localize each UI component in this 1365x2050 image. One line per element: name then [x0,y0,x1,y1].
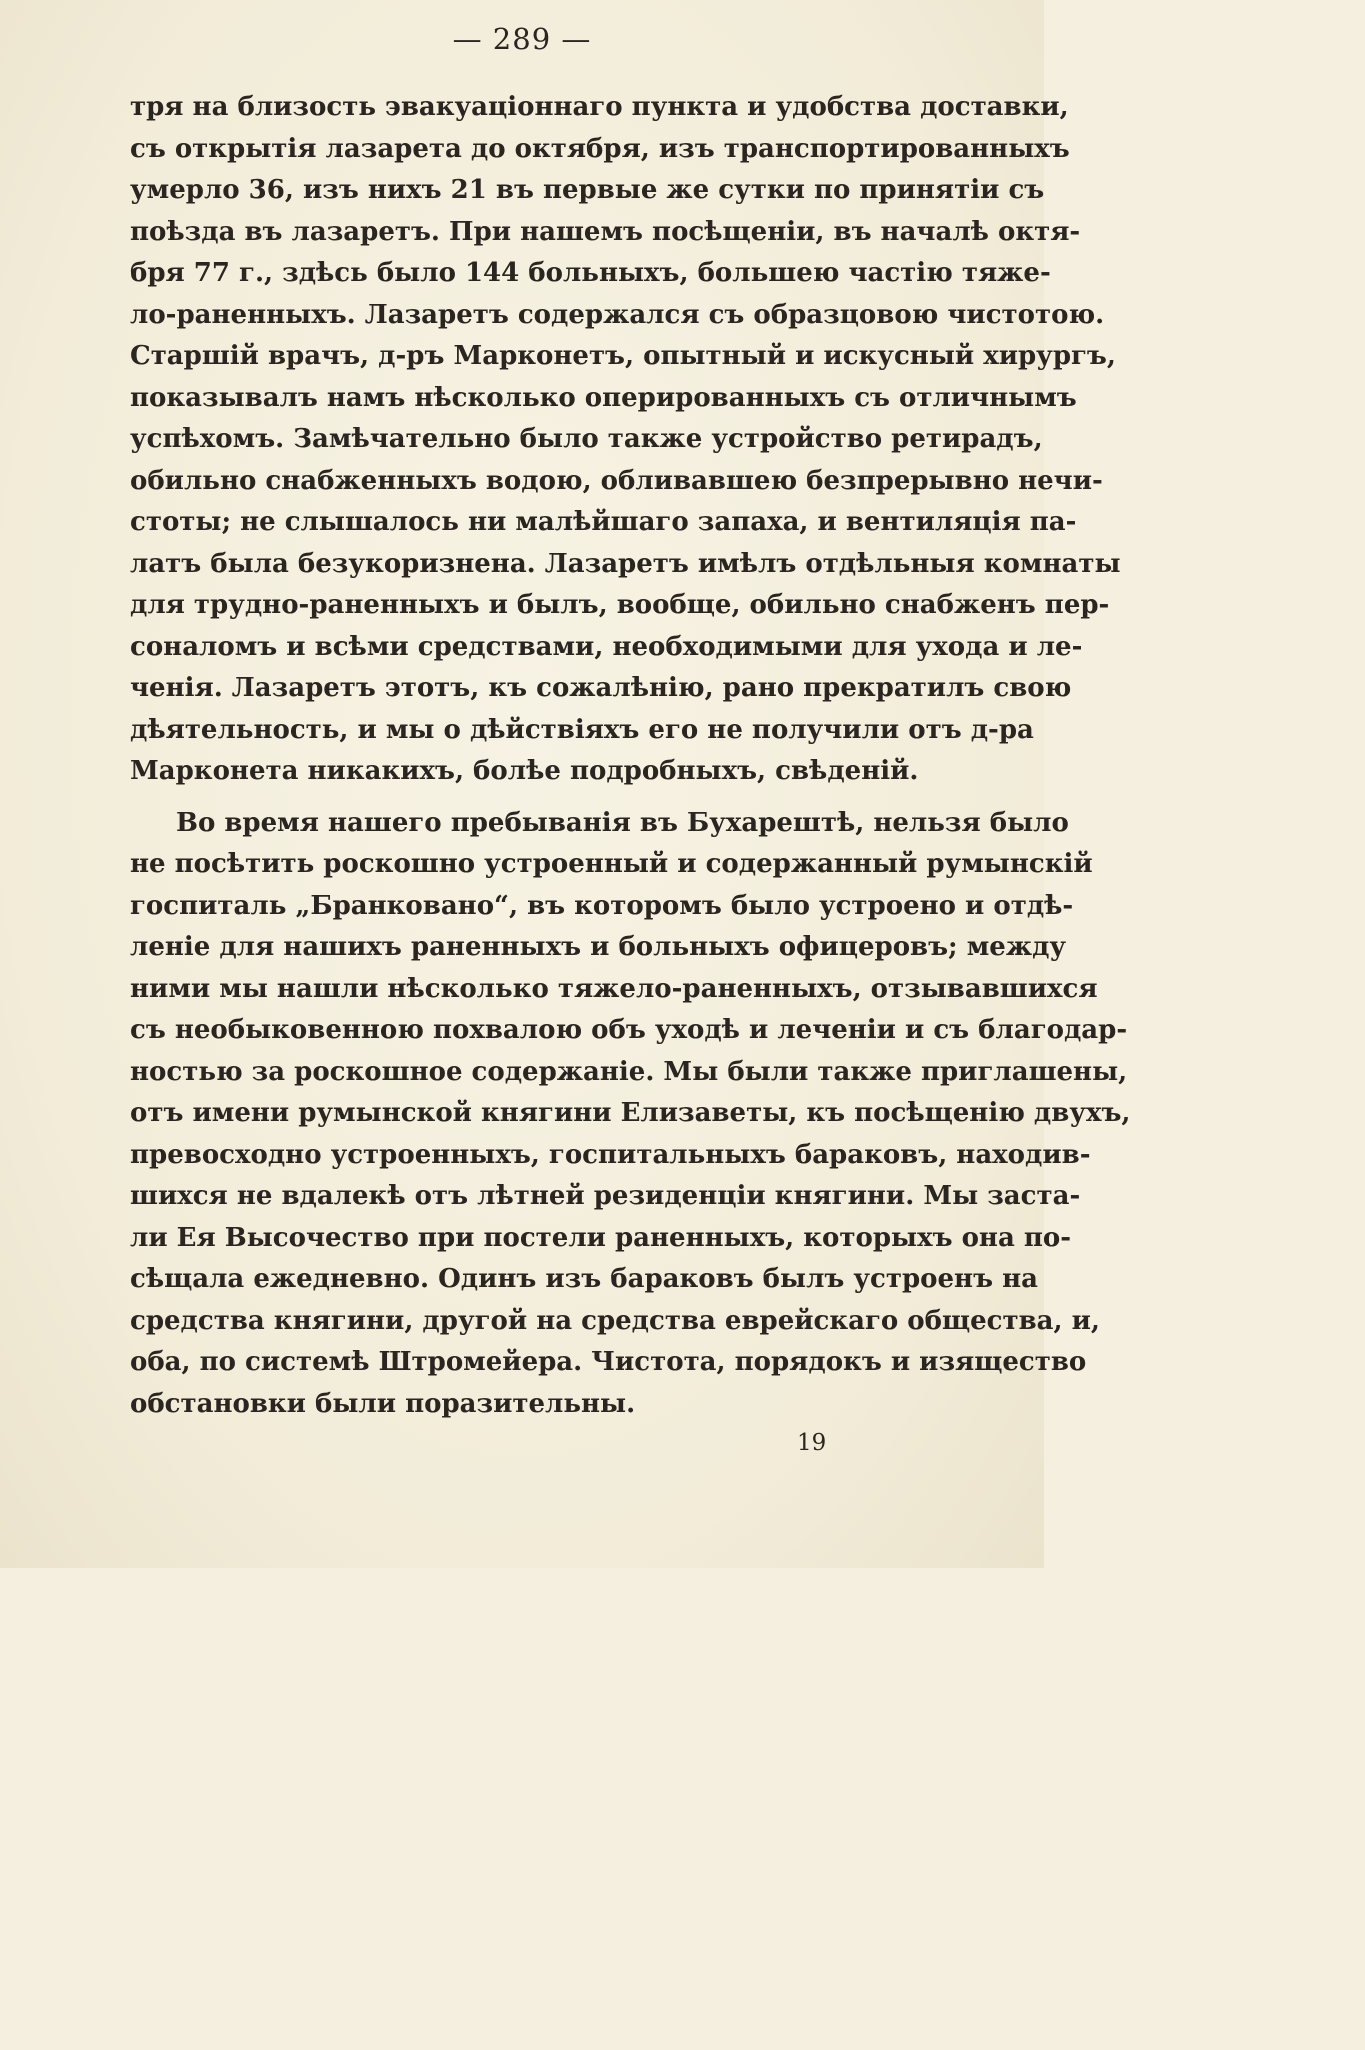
text-line: дѣятельность, и мы о дѣйствіяхъ его не получили отъ д-ра [130,714,1034,745]
body-text [130,87,1131,1425]
text-line: тря на близость эвакуаціоннаго пункта и удобства доставки, [130,92,1069,122]
text-line: показывалъ намъ нѣсколько оперированныхъ съ отличнымъ [130,382,1077,413]
text-line: успѣхомъ. Замѣчательно было также устройство ретирадъ, [130,424,1043,454]
signature-mark: 19 [797,1430,827,1456]
text-line: Марконета никакихъ, болѣе подробныхъ, свѣденій. [130,756,919,786]
text-line: бря 77 г., здѣсь было 144 больныхъ, большею частію тяже- [130,258,1051,288]
text-line: ними мы нашли нѣсколько тяжело-раненныхъ, отзывавшихся [130,973,1098,1004]
text-line: госпиталь „Бранковано“, въ которомъ было устроено и отдѣ- [130,890,1074,921]
text-line: латъ была безукоризнена. Лазаретъ имѣлъ отдѣльныя комнаты [130,548,1121,579]
text-line: оба, по системѣ Штромейера. Чистота, порядокъ и изящество [130,1347,1087,1377]
text-line: сѣщала ежедневно. Одинъ изъ бараковъ былъ устроенъ на [130,1264,1038,1294]
text-line: леніе для нашихъ раненныхъ и больныхъ офицеровъ; между [130,932,1067,962]
text-line: съ открытія лазарета до октября, изъ транспортированныхъ [130,133,1070,164]
paragraph-2 [130,803,1131,1426]
text-line: для трудно-раненныхъ и былъ, вообще, обильно снабженъ пер- [130,590,1110,620]
text-line: ли Ея Высочество при постели раненныхъ, которыхъ она по- [130,1222,1072,1253]
text-line: соналомъ и всѣми средствами, необходимыми для ухода и ле- [130,631,1083,662]
text-line: ченія. Лазаретъ этотъ, къ сожалѣнію, рано прекратилъ свою [130,673,1072,703]
text-line: средства княгини, другой на средства еврейскаго общества, и, [130,1305,1100,1336]
text-line: превосходно устроенныхъ, госпитальныхъ бараковъ, находив- [130,1139,1091,1170]
text-line: стоты; не слышалось ни малѣйшаго запаха, и вентиляція па- [130,507,1077,537]
text-line: Старшій врачъ, д-ръ Марконетъ, опытный и искусный хирургъ, [130,341,1116,371]
text-line: отъ имени румынской княгини Елизаветы, къ посѣщенію двухъ, [130,1098,1131,1128]
text-line: ностью за роскошное содержаніе. Мы были также приглашены, [130,1056,1128,1087]
text-line: умерло 36, изъ нихъ 21 въ первые же сутки по принятіи съ [130,175,1045,205]
text-line: ло-раненныхъ. Лазаретъ содержался съ образцовою чистотою. [130,299,1105,330]
text-line: обстановки были поразительны. [130,1388,636,1419]
text-line: обильно снабженныхъ водою, обливавшею безпрерывно нечи- [130,465,1103,496]
page-number-header: — 289 — [452,22,592,56]
text-line: поѣзда въ лазаретъ. При нашемъ посѣщеніи, въ началѣ октя- [130,216,1081,247]
text-line: не посѣтить роскошно устроенный и содержанный румынскій [130,849,1093,879]
text-line: Во время нашего пребыванія въ Бухарештѣ, нельзя было [176,807,1069,838]
text-line: шихся не вдалекѣ отъ лѣтней резиденціи княгини. Мы заста- [130,1181,1081,1211]
text-line: съ необыковенною похвалою объ уходѣ и леченіи и съ благодар- [130,1015,1128,1045]
paragraph-1 [130,87,1121,793]
